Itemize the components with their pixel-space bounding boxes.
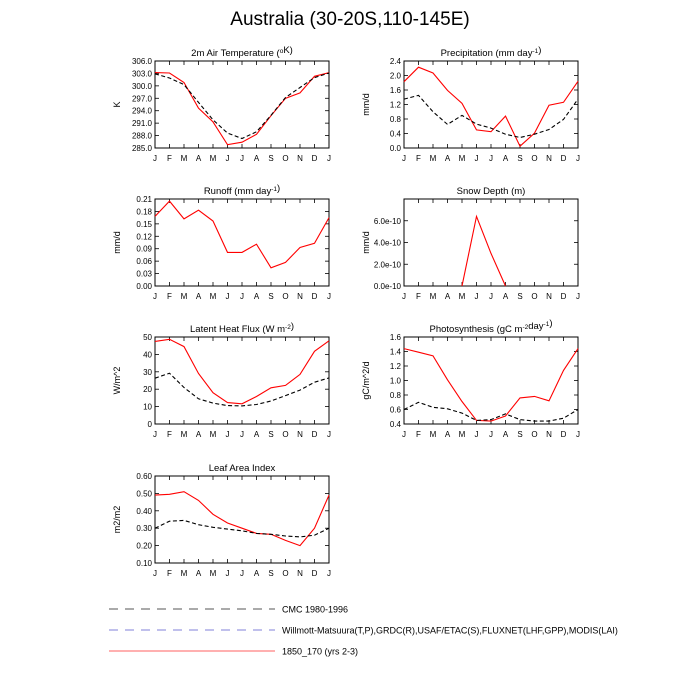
- x-tick-label: O: [531, 430, 538, 439]
- x-tick-label: J: [576, 154, 580, 163]
- x-tick-label: J: [327, 569, 331, 578]
- x-tick-label: S: [517, 154, 523, 163]
- plot-frame: [155, 476, 329, 563]
- x-tick-label: M: [458, 292, 466, 301]
- x-tick-label: M: [209, 569, 217, 578]
- x-tick-label: N: [297, 430, 303, 439]
- x-tick-label: S: [268, 430, 274, 439]
- x-tick-label: A: [195, 569, 202, 578]
- x-tick-label: M: [429, 430, 437, 439]
- x-tick-label: A: [195, 154, 202, 163]
- x-tick-label: J: [153, 569, 157, 578]
- x-tick-label: S: [268, 569, 274, 578]
- series-line-obs: [155, 373, 329, 406]
- x-tick-label: J: [327, 292, 331, 301]
- x-tick-label: A: [502, 154, 509, 163]
- y-axis-label: m2/m2: [112, 505, 122, 534]
- y-tick-label: 285.0: [131, 144, 152, 153]
- legend: [109, 605, 618, 657]
- plot-frame: [404, 337, 578, 424]
- x-tick-label: O: [282, 430, 289, 439]
- y-tick-label: 0.06: [136, 257, 152, 267]
- chart-panel-7: [112, 463, 331, 578]
- x-tick-label: O: [531, 292, 538, 301]
- panel-title: Runoff (mm day$^{-1}$): [203, 183, 281, 197]
- y-tick-label: 291.0: [131, 119, 152, 129]
- x-tick-label: J: [327, 154, 331, 163]
- x-tick-label: M: [429, 154, 437, 163]
- x-tick-label: D: [311, 292, 318, 301]
- series-line-model: [155, 492, 329, 546]
- y-tick-label: 20: [143, 385, 152, 395]
- y-tick-label: 0.6: [389, 405, 401, 415]
- plot-frame: [155, 199, 329, 286]
- y-axis-label: mm/d: [361, 93, 371, 116]
- x-tick-label: D: [311, 154, 318, 163]
- x-tick-label: F: [416, 430, 421, 439]
- series-line-model: [155, 339, 329, 404]
- x-tick-label: A: [195, 292, 202, 301]
- y-tick-label: 0.03: [136, 269, 152, 279]
- y-tick-label: 1.6: [389, 333, 401, 342]
- x-tick-label: A: [253, 292, 260, 301]
- y-tick-label: 2.0: [389, 71, 401, 81]
- y-tick-label: 0.18: [136, 207, 152, 217]
- x-tick-label: O: [531, 154, 538, 163]
- x-tick-label: J: [327, 430, 331, 439]
- chart-panel-5: [112, 321, 331, 439]
- y-tick-label: 297.0: [131, 94, 152, 104]
- x-tick-label: N: [297, 292, 303, 301]
- y-tick-label: 0.20: [136, 541, 152, 551]
- x-tick-label: D: [311, 430, 318, 439]
- y-tick-label: 300.0: [131, 81, 152, 91]
- y-tick-label: 303.0: [131, 69, 152, 79]
- y-tick-label: 0.4: [389, 420, 401, 429]
- chart-panel-1: [112, 45, 331, 163]
- x-tick-label: S: [517, 430, 523, 439]
- x-tick-label: M: [180, 154, 188, 163]
- x-tick-label: S: [268, 154, 274, 163]
- x-tick-label: D: [560, 430, 567, 439]
- y-tick-label: 0.40: [136, 506, 152, 516]
- y-tick-label: 0.0e-10: [373, 282, 401, 291]
- x-tick-label: J: [489, 154, 493, 163]
- panel-title: Snow Depth (m): [456, 186, 526, 197]
- x-tick-label: J: [153, 430, 157, 439]
- x-tick-label: J: [402, 154, 406, 163]
- y-tick-label: 1.2: [389, 362, 401, 371]
- x-tick-label: O: [282, 292, 289, 301]
- figure-title: Australia (30-20S,110-145E): [230, 9, 470, 30]
- y-tick-label: 1.4: [389, 347, 401, 357]
- plot-frame: [404, 199, 578, 286]
- y-axis-label: W/m^2: [112, 366, 122, 395]
- x-tick-label: N: [297, 569, 303, 578]
- x-tick-label: A: [444, 154, 451, 163]
- x-tick-label: J: [153, 292, 157, 301]
- x-tick-label: M: [209, 430, 217, 439]
- panel-title: Latent Heat Flux (W $m^{-2}$): [190, 321, 294, 335]
- x-tick-label: A: [502, 430, 509, 439]
- x-tick-label: A: [195, 430, 202, 439]
- plot-frame: [155, 337, 329, 424]
- y-axis-label: mm/d: [112, 231, 122, 254]
- series-line-obs: [155, 73, 329, 139]
- x-tick-label: F: [167, 154, 172, 163]
- y-tick-label: 0.60: [136, 472, 152, 481]
- x-tick-label: M: [429, 292, 437, 301]
- x-tick-label: J: [225, 154, 230, 163]
- y-tick-label: 306.0: [131, 57, 152, 66]
- legend-label-2: Willmott-Matsuura(T,P),GRDC(R),USAF/ETAC(S),FLUXNET(LHF,GPP),MODIS(LAI): [282, 625, 618, 636]
- y-axis-label: K: [112, 101, 122, 108]
- series-line-model: [404, 349, 578, 422]
- x-tick-label: M: [180, 569, 188, 578]
- panel-title: 2m Air Temperature ($^o$K): [191, 45, 293, 59]
- y-tick-label: 2.4: [389, 57, 401, 66]
- series-line-obs: [404, 402, 578, 421]
- y-tick-label: 50: [143, 333, 152, 342]
- x-tick-label: F: [167, 569, 172, 578]
- x-tick-label: D: [311, 569, 318, 578]
- x-tick-label: M: [180, 430, 188, 439]
- y-tick-label: 10: [143, 402, 152, 412]
- x-tick-label: N: [297, 154, 303, 163]
- y-axis-label: mm/d: [361, 231, 371, 254]
- x-tick-label: J: [240, 154, 244, 163]
- panel-title: Photosynthesis (gC $m^{-2}day^{-1}$): [429, 318, 553, 335]
- panel-title: Precipitation (mm day$^{-1}$): [440, 45, 542, 59]
- x-tick-label: M: [458, 430, 466, 439]
- x-tick-label: J: [489, 292, 493, 301]
- x-tick-label: J: [576, 430, 580, 439]
- x-tick-label: F: [416, 292, 421, 301]
- x-tick-label: J: [474, 292, 479, 301]
- x-tick-label: A: [444, 292, 451, 301]
- y-tick-label: 4.0e-10: [373, 238, 401, 248]
- chart-panel-2: [361, 45, 580, 163]
- x-tick-label: M: [180, 292, 188, 301]
- y-tick-label: 0.00: [136, 282, 152, 291]
- y-tick-label: 30: [143, 367, 152, 377]
- y-tick-label: 6.0e-10: [373, 216, 401, 226]
- chart-panel-3: [112, 183, 331, 301]
- x-tick-label: A: [253, 569, 260, 578]
- x-tick-label: J: [474, 430, 479, 439]
- legend-label-1: CMC 1980-1996: [282, 604, 349, 615]
- x-tick-label: M: [209, 292, 217, 301]
- x-tick-label: F: [167, 430, 172, 439]
- y-tick-label: 2.0e-10: [373, 260, 401, 270]
- x-tick-label: J: [489, 430, 493, 439]
- x-tick-label: J: [225, 569, 230, 578]
- y-tick-label: 0.21: [136, 195, 152, 204]
- y-tick-label: 0.12: [136, 232, 152, 242]
- plot-frame: [155, 61, 329, 148]
- y-tick-label: 0.4: [389, 129, 401, 139]
- y-tick-label: 0.15: [136, 219, 152, 229]
- x-tick-label: J: [240, 292, 244, 301]
- x-tick-label: D: [560, 154, 567, 163]
- y-tick-label: 0.0: [389, 144, 401, 153]
- y-tick-label: 1.0: [389, 376, 401, 386]
- x-tick-label: O: [282, 569, 289, 578]
- y-tick-label: 0.10: [136, 559, 152, 568]
- panel-title: Leaf Area Index: [208, 463, 276, 474]
- x-tick-label: J: [240, 430, 244, 439]
- x-tick-label: J: [225, 292, 230, 301]
- x-tick-label: J: [240, 569, 244, 578]
- x-tick-label: N: [546, 154, 552, 163]
- y-tick-label: 1.2: [389, 100, 401, 110]
- y-tick-label: 0: [147, 420, 152, 429]
- x-tick-label: D: [560, 292, 567, 301]
- x-tick-label: J: [576, 292, 580, 301]
- x-tick-label: F: [167, 292, 172, 301]
- x-tick-label: F: [416, 154, 421, 163]
- series-line-model: [404, 67, 578, 146]
- y-tick-label: 0.8: [389, 115, 401, 124]
- x-tick-label: J: [402, 292, 406, 301]
- y-tick-label: 40: [143, 350, 152, 360]
- x-tick-label: O: [282, 154, 289, 163]
- y-tick-label: 288.0: [131, 131, 152, 141]
- x-tick-label: A: [253, 154, 260, 163]
- x-tick-label: M: [458, 154, 466, 163]
- legend-label-3: 1850_170 (yrs 2-3): [282, 646, 359, 657]
- y-axis-label: gC/m^2/d: [361, 361, 371, 400]
- x-tick-label: J: [474, 154, 479, 163]
- y-tick-label: 0.09: [136, 244, 152, 254]
- y-tick-label: 1.6: [389, 86, 401, 95]
- x-tick-label: N: [546, 292, 552, 301]
- y-tick-label: 0.50: [136, 489, 152, 499]
- x-tick-label: A: [444, 430, 451, 439]
- y-tick-label: 0.30: [136, 524, 152, 534]
- x-tick-label: J: [153, 154, 157, 163]
- x-tick-label: A: [502, 292, 509, 301]
- x-tick-label: N: [546, 430, 552, 439]
- y-tick-label: 0.8: [389, 391, 401, 400]
- chart-panel-6: [361, 318, 580, 439]
- x-tick-label: J: [402, 430, 406, 439]
- x-tick-label: J: [225, 430, 230, 439]
- x-tick-label: S: [517, 292, 523, 301]
- chart-panel-4: [361, 186, 580, 301]
- series-line-model: [462, 216, 506, 286]
- x-tick-label: M: [209, 154, 217, 163]
- x-tick-label: S: [268, 292, 274, 301]
- x-tick-label: A: [253, 430, 260, 439]
- series-line-model: [155, 201, 329, 268]
- y-tick-label: 294.0: [131, 106, 152, 116]
